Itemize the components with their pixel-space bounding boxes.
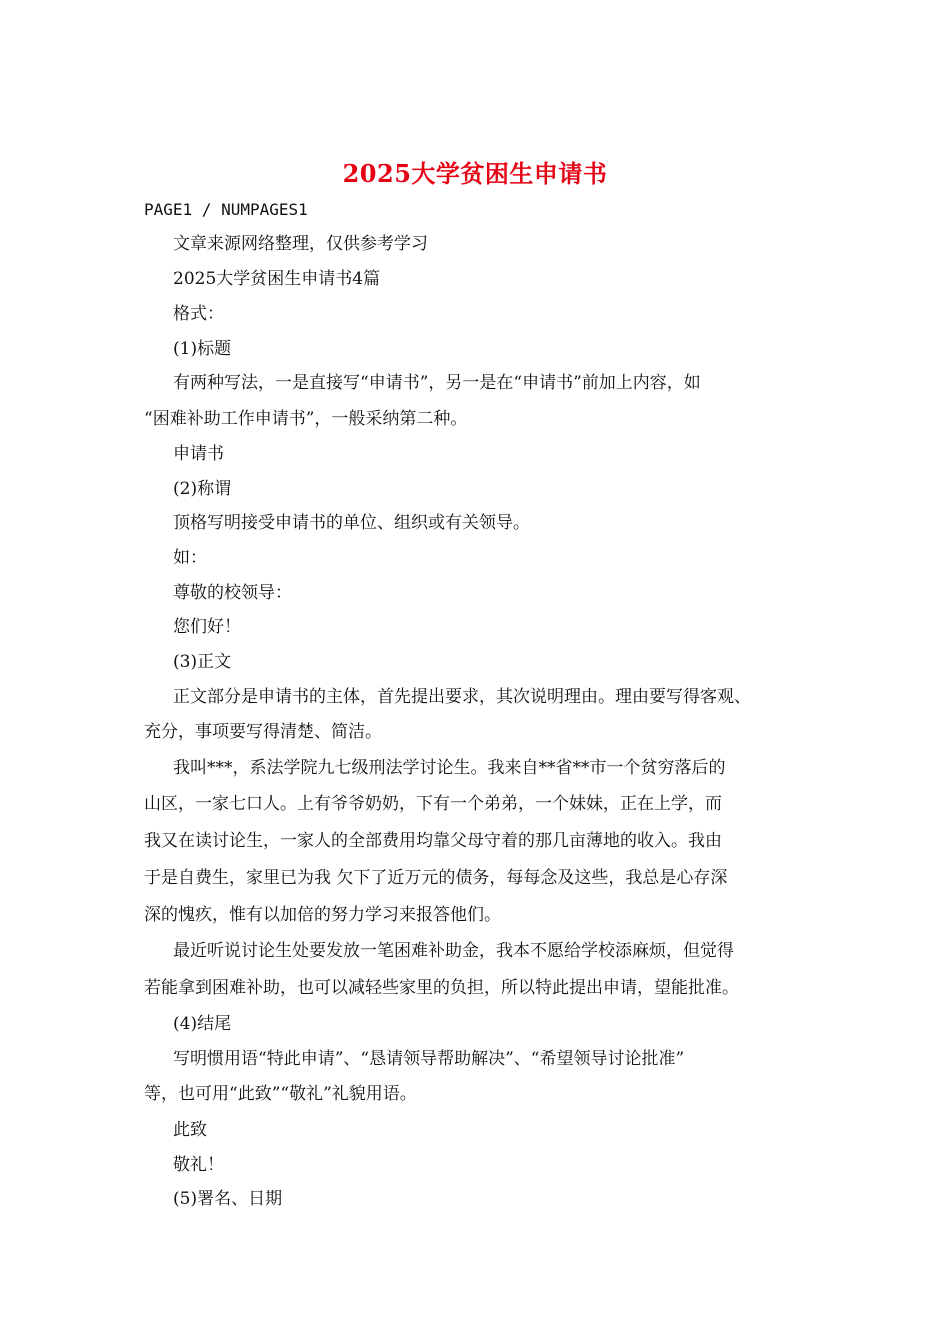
paragraph-line: 我叫***，系法学院九七级刑法学讨论生。我来自**省**市一个贫穷落后的: [173, 758, 726, 778]
paragraph-line: 尊敬的校领导：: [173, 583, 292, 603]
paragraph-line: 敬礼！: [173, 1155, 224, 1175]
document-title: 2025大学贫困生申请书: [342, 159, 608, 188]
paragraph-line: 最近听说讨论生处要发放一笔困难补助金，我本不愿给学校添麻烦，但觉得: [173, 941, 734, 961]
paragraph-line: 申请书: [173, 444, 224, 464]
paragraph-line: 写明惯用语“特此申请”、“恳请领导帮助解决”、“希望领导讨论批准”: [173, 1049, 685, 1069]
paragraph-line: 如：: [173, 548, 207, 568]
source-note: 文章来源网络整理，仅供参考学习: [173, 234, 428, 254]
paragraph-line: 有两种写法，一是直接写“申请书”，另一是在“申请书”前加上内容，如: [173, 373, 701, 393]
paragraph-line: 充分，事项要写得清楚、简洁。: [144, 722, 382, 742]
paragraph-line: 此致: [173, 1120, 207, 1140]
paragraph-line: 等，也可用“此致”“敬礼”礼貌用语。: [144, 1084, 417, 1104]
paragraph-line: 山区，一家七口人。上有爷爷奶奶，下有一个弟弟，一个妹妹，正在上学，而: [144, 794, 722, 814]
section-heading: (1)标题: [173, 339, 232, 359]
paragraph-line: 顶格写明接受申请书的单位、组织或有关领导。: [173, 513, 530, 533]
section-heading: (2)称谓: [173, 479, 232, 499]
paragraph-line: 于是自费生，家里已为我 欠下了近万元的债务，每每念及这些，我总是心存深: [144, 868, 728, 888]
paragraph-line: “困难补助工作申请书”，一般采纳第二种。: [144, 409, 468, 429]
paragraph-line: 正文部分是申请书的主体，首先提出要求，其次说明理由。理由要写得客观、: [173, 687, 751, 707]
page-number-field: PAGE1 / NUMPAGES1: [144, 200, 308, 219]
section-heading: (4)结尾: [173, 1014, 232, 1034]
paragraph-line: 我又在读讨论生，一家人的全部费用均靠父母守着的那几亩薄地的收入。我由: [144, 831, 722, 851]
paragraph-line: 深的愧疚，惟有以加倍的努力学习来报答他们。: [144, 905, 501, 925]
section-heading: (3)正文: [173, 652, 232, 672]
subtitle-line: 2025大学贫困生申请书4篇: [173, 269, 381, 289]
format-heading: 格式：: [173, 304, 224, 324]
section-heading: (5)署名、日期: [173, 1189, 283, 1209]
paragraph-line: 您们好！: [173, 617, 241, 637]
paragraph-line: 若能拿到困难补助，也可以减轻些家里的负担，所以特此提出申请，望能批准。: [144, 978, 739, 998]
